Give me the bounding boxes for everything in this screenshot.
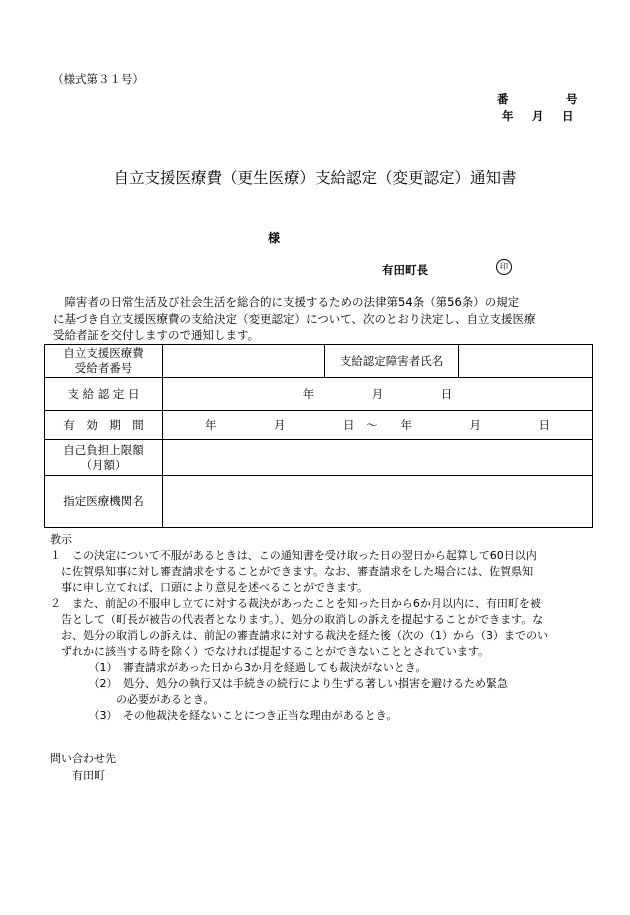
details-table	[44, 344, 593, 528]
instruction-line: （1） 審査請求があった日から3か月を経過しても裁決がないとき。	[50, 661, 427, 674]
table-row	[45, 476, 593, 528]
instruction-line: 事に申し立てれば、口頭により意見を述べることができます。	[50, 581, 369, 594]
instruction-line: １ この決定について不服があるときは、この通知書を受け取った日の翌日から起算して60日以内	[50, 549, 537, 562]
recipient-name-label: 支給認定障害者氏名	[325, 345, 459, 378]
document-title: 自立支援医療費（更生医療）支給認定（変更認定）通知書	[113, 169, 517, 187]
copay-limit-label: 自己負担上限額 （月額）	[45, 440, 163, 476]
issue-date	[502, 108, 574, 124]
addressee-suffix: 様	[268, 231, 281, 245]
instruction-line: ずれかに該当する時を除く）でなければ提起することができないこととされています。	[50, 645, 490, 658]
table-row	[45, 345, 593, 378]
approval-date-field[interactable]: 年 月 日	[163, 378, 593, 411]
instruction-line: （3） その他裁決を経ないことにつき正当な理由があるとき。	[50, 709, 398, 722]
instructions-section	[50, 532, 610, 724]
table-row	[45, 378, 593, 411]
instructions-heading: 教示	[50, 533, 72, 546]
intro-line: に基づき自立支援医療費の支給決定（変更認定）について、次のとおり決定し、自立支援医療	[53, 311, 536, 326]
instruction-line: ２ また、前記の不服申し立てに対する裁決があったことを知った日から6か月以内に、有田町を被	[50, 597, 541, 610]
recipient-number-label: 自立支援医療費 受給者番号	[45, 345, 163, 378]
number-label: 番	[497, 92, 509, 106]
recipient-name-field[interactable]	[459, 345, 593, 378]
recipient-number-field[interactable]	[163, 345, 325, 378]
approval-date-label: 支 給 認 定 日	[45, 378, 163, 411]
instruction-line: 告として（町長が被告の代表者となります。）、処分の取消しの訴えを提起することができます。な	[50, 613, 544, 626]
table-row	[45, 411, 593, 440]
instruction-line: の必要があるとき。	[50, 693, 215, 706]
copay-limit-field[interactable]	[163, 440, 593, 476]
validity-period-field[interactable]: 年 月 日 ～ 年 月 日	[163, 411, 593, 440]
contact-label: 問い合わせ先	[50, 752, 116, 765]
date-day: 日	[562, 109, 574, 123]
intro-paragraph	[53, 294, 588, 344]
contact-name: 有田町	[50, 769, 105, 782]
date-year: 年	[502, 109, 514, 123]
form-number: （様式第３１号）	[52, 72, 144, 86]
issuer-name: 有田町長	[382, 263, 428, 277]
intro-line: 受給者証を交付しますので通知します。	[53, 328, 260, 342]
table-row	[45, 440, 593, 476]
contact-section	[50, 750, 116, 784]
instruction-line: お、処分の取消しの訴えは、前記の審査請求に対する裁決を経た後（次の（1）から（3）までのい	[50, 629, 548, 642]
institution-label: 指定医療機関名	[45, 476, 163, 528]
seal-mark: 印	[496, 259, 512, 275]
intro-line: 障害者の日常生活及び社会生活を総合的に支援するための法律第54条（第56条）の規定	[53, 295, 520, 309]
instruction-line: （2） 処分、処分の執行又は手続きの続行により生ずる著しい損害を避けるため緊急	[50, 677, 508, 690]
instruction-line: に佐賀県知事に対し審査請求をすることができます。なお、審査請求をした場合には、佐賀県知	[50, 565, 534, 578]
date-month: 月	[532, 109, 544, 123]
number-suffix: 号	[566, 92, 578, 106]
institution-field[interactable]	[163, 476, 593, 528]
validity-period-label: 有 効 期 間	[45, 411, 163, 440]
